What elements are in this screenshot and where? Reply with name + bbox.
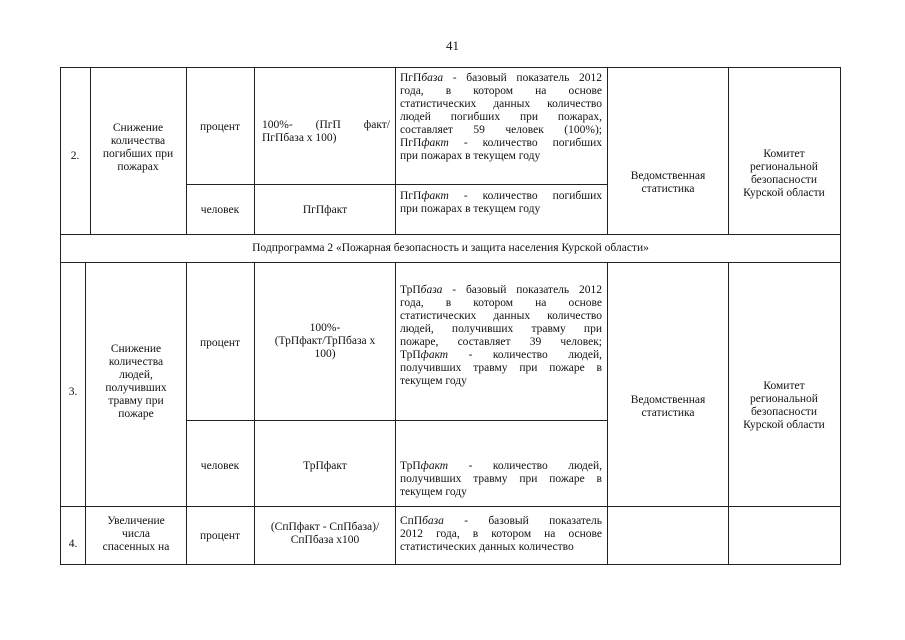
description-line: [400, 98, 602, 111]
description-fragment: статистических данных количество: [400, 541, 574, 553]
description-percent: [400, 72, 602, 163]
text-line: пожарах: [117, 161, 159, 173]
description-fragment: ПгПбаза х 100): [262, 132, 337, 144]
text-line: статистика: [641, 407, 695, 419]
description-line: [400, 362, 602, 375]
text-line: процент: [199, 337, 241, 349]
description-line: [400, 203, 602, 216]
formula-percent: [258, 521, 392, 547]
description-fragment: текущем году: [400, 375, 467, 387]
description-fragment: статистических данных количество: [400, 98, 602, 110]
indicator-name: [92, 122, 184, 174]
description-line: [400, 124, 602, 137]
text-line: человек: [200, 204, 240, 216]
description-fragment: - количество людей,: [448, 460, 602, 472]
description-fragment: ТрП: [400, 284, 421, 296]
description-line: [400, 137, 602, 150]
description-percent: [400, 284, 602, 388]
description-line: [400, 297, 602, 310]
description-percent: [400, 515, 602, 554]
formula-text: ТрПфакт: [303, 460, 347, 472]
description-fragment: 100%- (ПгП факт/: [262, 119, 390, 131]
description-line: [400, 541, 602, 554]
unit-person: [188, 204, 252, 217]
text-line: статистика: [641, 183, 695, 195]
unit-percent: [188, 121, 252, 134]
text-line: СпПбаза х100: [290, 534, 360, 546]
unit-percent: [188, 530, 252, 543]
text-line: 3.: [68, 386, 78, 398]
text-line: получивших: [105, 382, 167, 394]
description-fragment: статистических данных количество: [400, 310, 602, 322]
text-line: Ведомственная: [630, 170, 706, 182]
text-line: безопасности: [750, 174, 817, 186]
description-fragment: людей, получивших травму при: [400, 323, 602, 335]
formula-person: [256, 460, 394, 473]
unit-percent: [188, 337, 252, 350]
text-line: 4.: [68, 538, 78, 550]
text-line: людей,: [119, 369, 153, 381]
description-line: [400, 473, 602, 486]
formula-text: ПгПфакт: [302, 204, 348, 216]
formula-percent: [258, 322, 392, 361]
text-line: процент: [199, 121, 241, 133]
description-fragment: - количество погибших: [448, 137, 602, 149]
page-number: 41: [446, 38, 459, 53]
description-line: [400, 284, 602, 297]
description-line: [400, 85, 602, 98]
indicator-name: [88, 343, 184, 421]
text-line: количества: [110, 135, 166, 147]
description-line: [400, 111, 602, 124]
description-fragment: при пожарах в текущем году: [400, 203, 541, 215]
unit-person: [188, 460, 252, 473]
formula-person: [256, 204, 394, 217]
text-line: травму при: [108, 395, 164, 407]
text-line: Ведомственная: [630, 394, 706, 406]
text-line: количества: [108, 356, 164, 368]
responsible-body: [730, 148, 838, 200]
description-line: [400, 375, 602, 388]
text-line: 100%-: [309, 322, 341, 334]
text-line: 100): [314, 348, 336, 360]
description-fragment: база: [422, 515, 444, 527]
description-fragment: текущем году: [400, 486, 467, 498]
description-fragment: - количество погибших: [448, 190, 602, 202]
indicator-name: [88, 515, 184, 554]
description-fragment: при пожарах в текущем году: [400, 150, 541, 162]
description-line: [400, 190, 602, 203]
description-fragment: - базовый показатель 2012: [443, 72, 602, 84]
description-fragment: факт: [420, 349, 449, 361]
description-line: [400, 336, 602, 349]
description-fragment: пожаре, составляет 39 человек;: [400, 336, 602, 348]
description-fragment: ПгП: [400, 190, 422, 202]
description-fragment: года, в котором на основе: [400, 85, 602, 97]
text-line: региональной: [750, 393, 818, 405]
description-person: [400, 460, 602, 499]
description-line: [400, 323, 602, 336]
description-line: [400, 528, 602, 541]
text-line: (ТрПфакт/ТрПбаза х: [274, 335, 376, 347]
description-fragment: - количество людей,: [448, 349, 602, 361]
text-line: (СпПфакт - СпПбаза)/: [270, 521, 380, 533]
description-fragment: составляет 59 человек (100%);: [400, 124, 602, 136]
row-number: [62, 538, 84, 551]
description-fragment: факт: [421, 190, 449, 202]
description-fragment: база: [420, 284, 443, 296]
description-fragment: - базовый показатель: [443, 515, 602, 527]
text-line: Снижение: [112, 122, 164, 134]
formula-percent: [262, 119, 390, 145]
description-line: [400, 460, 602, 473]
text-line: Комитет: [763, 148, 805, 160]
description-fragment: получивших травму при пожаре в: [400, 362, 602, 374]
text-line: региональной: [750, 161, 818, 173]
description-fragment: база: [421, 72, 444, 84]
responsible-body: [730, 380, 838, 432]
description-fragment: - базовый показатель 2012: [442, 284, 602, 296]
description-fragment: ТрП: [400, 349, 421, 361]
description-line: [400, 515, 602, 528]
description-fragment: людей погибших при пожарах,: [400, 111, 602, 123]
description-line: [400, 72, 602, 85]
description-person: [400, 190, 602, 216]
data-source: [610, 170, 726, 196]
text-line: Курской области: [743, 187, 825, 199]
description-fragment: факт: [421, 137, 449, 149]
description-fragment: факт: [420, 460, 449, 472]
description-line: [400, 310, 602, 323]
description-fragment: ПгП: [400, 137, 422, 149]
description-line: [262, 132, 390, 145]
description-fragment: СпП: [400, 515, 423, 527]
text-line: Увеличение: [107, 515, 165, 527]
text-line: безопасности: [750, 406, 817, 418]
row-number: [62, 386, 84, 399]
description-fragment: 2012 года, в котором на основе: [400, 528, 602, 540]
data-source: [610, 394, 726, 420]
description-line: [400, 150, 602, 163]
text-line: Курской области: [743, 419, 825, 431]
text-line: Комитет: [763, 380, 805, 392]
text-line: процент: [199, 530, 241, 542]
text-line: человек: [200, 460, 240, 472]
text-line: пожаре: [118, 408, 154, 420]
description-fragment: ПгП: [400, 72, 422, 84]
text-line: спасенных на: [102, 541, 170, 553]
text-line: числа: [122, 528, 150, 540]
description-fragment: года, в котором на основе: [400, 297, 602, 309]
text-line: погибших при: [102, 148, 174, 160]
text-line: Снижение: [110, 343, 162, 355]
description-fragment: ТрП: [400, 460, 421, 472]
description-line: [400, 486, 602, 499]
subprogram-title: Подпрограмма 2 «Пожарная безопасность и защита населения Курской области»: [252, 242, 649, 254]
row-number: [64, 150, 86, 163]
description-line: [400, 349, 602, 362]
description-fragment: получивших травму при пожаре в: [400, 473, 602, 485]
description-line: [262, 119, 390, 132]
text-line: 2.: [70, 150, 80, 162]
